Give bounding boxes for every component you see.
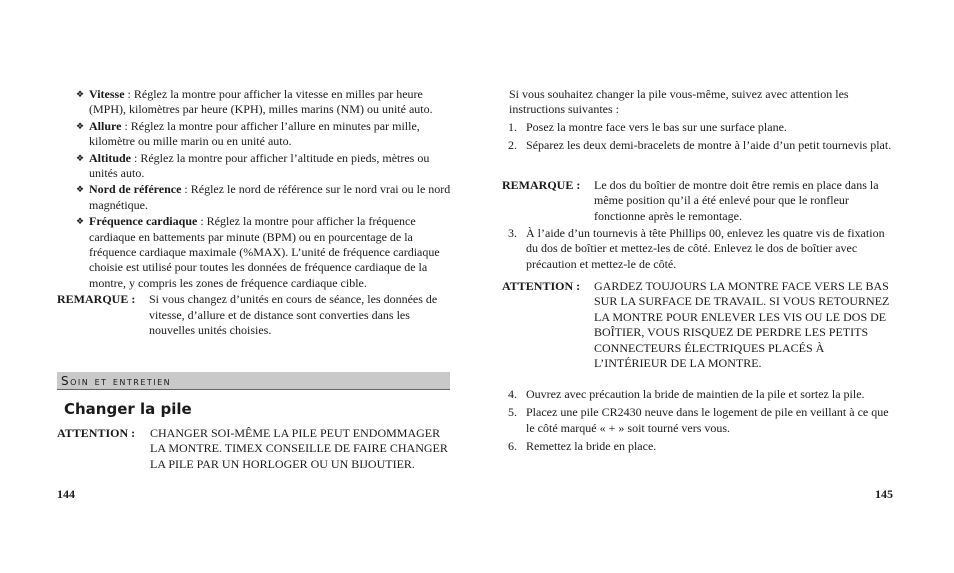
step-number: 1. xyxy=(508,120,517,134)
bullet-term: Nord de référence xyxy=(89,182,182,197)
diamond-bullet-icon: ❖ xyxy=(76,184,85,195)
diamond-bullet-icon: ❖ xyxy=(76,120,85,131)
step-number: 2. xyxy=(508,138,517,153)
step-text: Ouvrez avec précaution la bride de maintien de la pile et sortez la pile. xyxy=(526,387,865,401)
list-item xyxy=(57,151,452,182)
bullet-term: Altitude xyxy=(89,150,131,165)
list-item xyxy=(502,405,898,436)
list-item xyxy=(57,182,452,213)
attention-label: ATTENTION : xyxy=(57,426,136,440)
remarque-note xyxy=(502,178,898,224)
remarque-note xyxy=(57,292,452,338)
bullet-text: : Réglez le nord de référence sur le nord vrai ou le nord magnétique. xyxy=(89,182,451,212)
diamond-bullet-icon: ❖ xyxy=(76,216,85,227)
diamond-bullet-icon: ❖ xyxy=(76,152,85,163)
bullet-text: : Réglez la montre pour afficher l’altitude en pieds, mètres ou unités auto. xyxy=(89,150,430,181)
bullet-text: : Réglez la montre pour afficher la vitesse en milles par heure (MPH), kilomètres par heure (KPH), milles marins (NM) ou unité auto. xyxy=(89,87,433,117)
list-item xyxy=(57,119,452,150)
attention-note xyxy=(57,426,450,472)
list-item xyxy=(502,138,898,153)
list-item xyxy=(502,387,898,402)
list-item xyxy=(502,226,898,272)
page-number-left: 144 xyxy=(57,487,75,501)
step-text: Remettez la bride en place. xyxy=(526,439,657,454)
list-item xyxy=(57,214,452,291)
bullet-term: Vitesse xyxy=(89,87,125,101)
attention-text: GARDEZ TOUJOURS LA MONTRE FACE VERS LE BAS SUR LA SURFACE DE TRAVAIL. SI VOUS RETOURNEZ LA MONTRE POUR ENLEVER LES VIS OU LE DOS DE BOÎTIER, VOUS RISQUEZ DE PERDRE LES PETITS CONNECTEURS ÉLECTRIQUES PLACÉS À L’INTÉRIEUR DE LA MONTRE. xyxy=(594,279,890,371)
note-text: Le dos du boîtier de montre doit être remis en place dans la même position qu’il a été enlevé pour que le ronfleur fonctionne après le remontage. xyxy=(594,178,879,223)
attention-text: CHANGER SOI-MÊME LA PILE PEUT ENDOMMAGER LA MONTRE. TIMEX CONSEILLE DE FAIRE CHANGER LA PILE PAR UN HORLOGER OU UN BIJOUTIER. xyxy=(150,426,448,471)
bullet-text: : Réglez la montre pour afficher la fréquence cardiaque en battements par minute (BPM) ou en pourcentage de la fréquence cardiaque maximale (%MAX). L’unité de fréquence cardiaque choisie est utilisé pour toutes les données de fréquence cardiaque de la montre, y compris les zones de fréquence cardiaque cible. xyxy=(89,214,440,290)
list-item xyxy=(502,439,898,454)
bullet-text: : Réglez la montre pour afficher l’allure en minutes par mille, kilomètre ou mille marin ou en unité auto. xyxy=(89,118,420,149)
note-label: REMARQUE : xyxy=(502,178,581,192)
bullet-term: Fréquence cardiaque xyxy=(89,214,198,229)
step-number: 4. xyxy=(508,387,517,401)
step-text: Placez une pile CR2430 neuve dans le logement de pile en veillant à ce que le côté marqué « + » soit tourné vers vous. xyxy=(526,405,889,435)
step-text: À l’aide d’un tournevis à tête Phillips 00, enlevez les quatre vis de fixation du dos de boîtier et mettez-les de côté. Enlevez le dos de boîtier avec précaution et mettez-le de côté. xyxy=(526,226,885,271)
steps-list-b xyxy=(502,387,898,458)
step-number: 5. xyxy=(508,405,517,420)
page-number-right: 145 xyxy=(875,487,893,501)
steps-list-a xyxy=(502,120,898,157)
page-heading: Changer la pile xyxy=(64,400,192,418)
list-item xyxy=(57,87,452,118)
note-text: Si vous changez d’unités en cours de séance, les données de vitesse, d’allure et de distance sont converties dans les nouvelles unités choisies. xyxy=(149,292,438,338)
section-title: Soin et entretien xyxy=(57,372,450,390)
attention-label: ATTENTION : xyxy=(502,279,581,293)
step-number: 3. xyxy=(508,226,517,240)
intro-text: Si vous souhaitez changer la pile vous-même, suivez avec attention les instructions suivantes : xyxy=(509,87,849,117)
diamond-bullet-icon: ❖ xyxy=(76,89,85,99)
note-label: REMARQUE : xyxy=(57,292,136,307)
unit-settings-list xyxy=(57,87,452,339)
step-text: Séparez les deux demi-bracelets de montre à l’aide d’un petit tournevis plat. xyxy=(526,138,892,153)
bullet-term: Allure xyxy=(89,118,122,133)
attention-note xyxy=(502,279,898,371)
list-item xyxy=(502,120,898,135)
step-text: Posez la montre face vers le bas sur une surface plane. xyxy=(526,120,787,134)
step-number: 6. xyxy=(508,439,517,454)
